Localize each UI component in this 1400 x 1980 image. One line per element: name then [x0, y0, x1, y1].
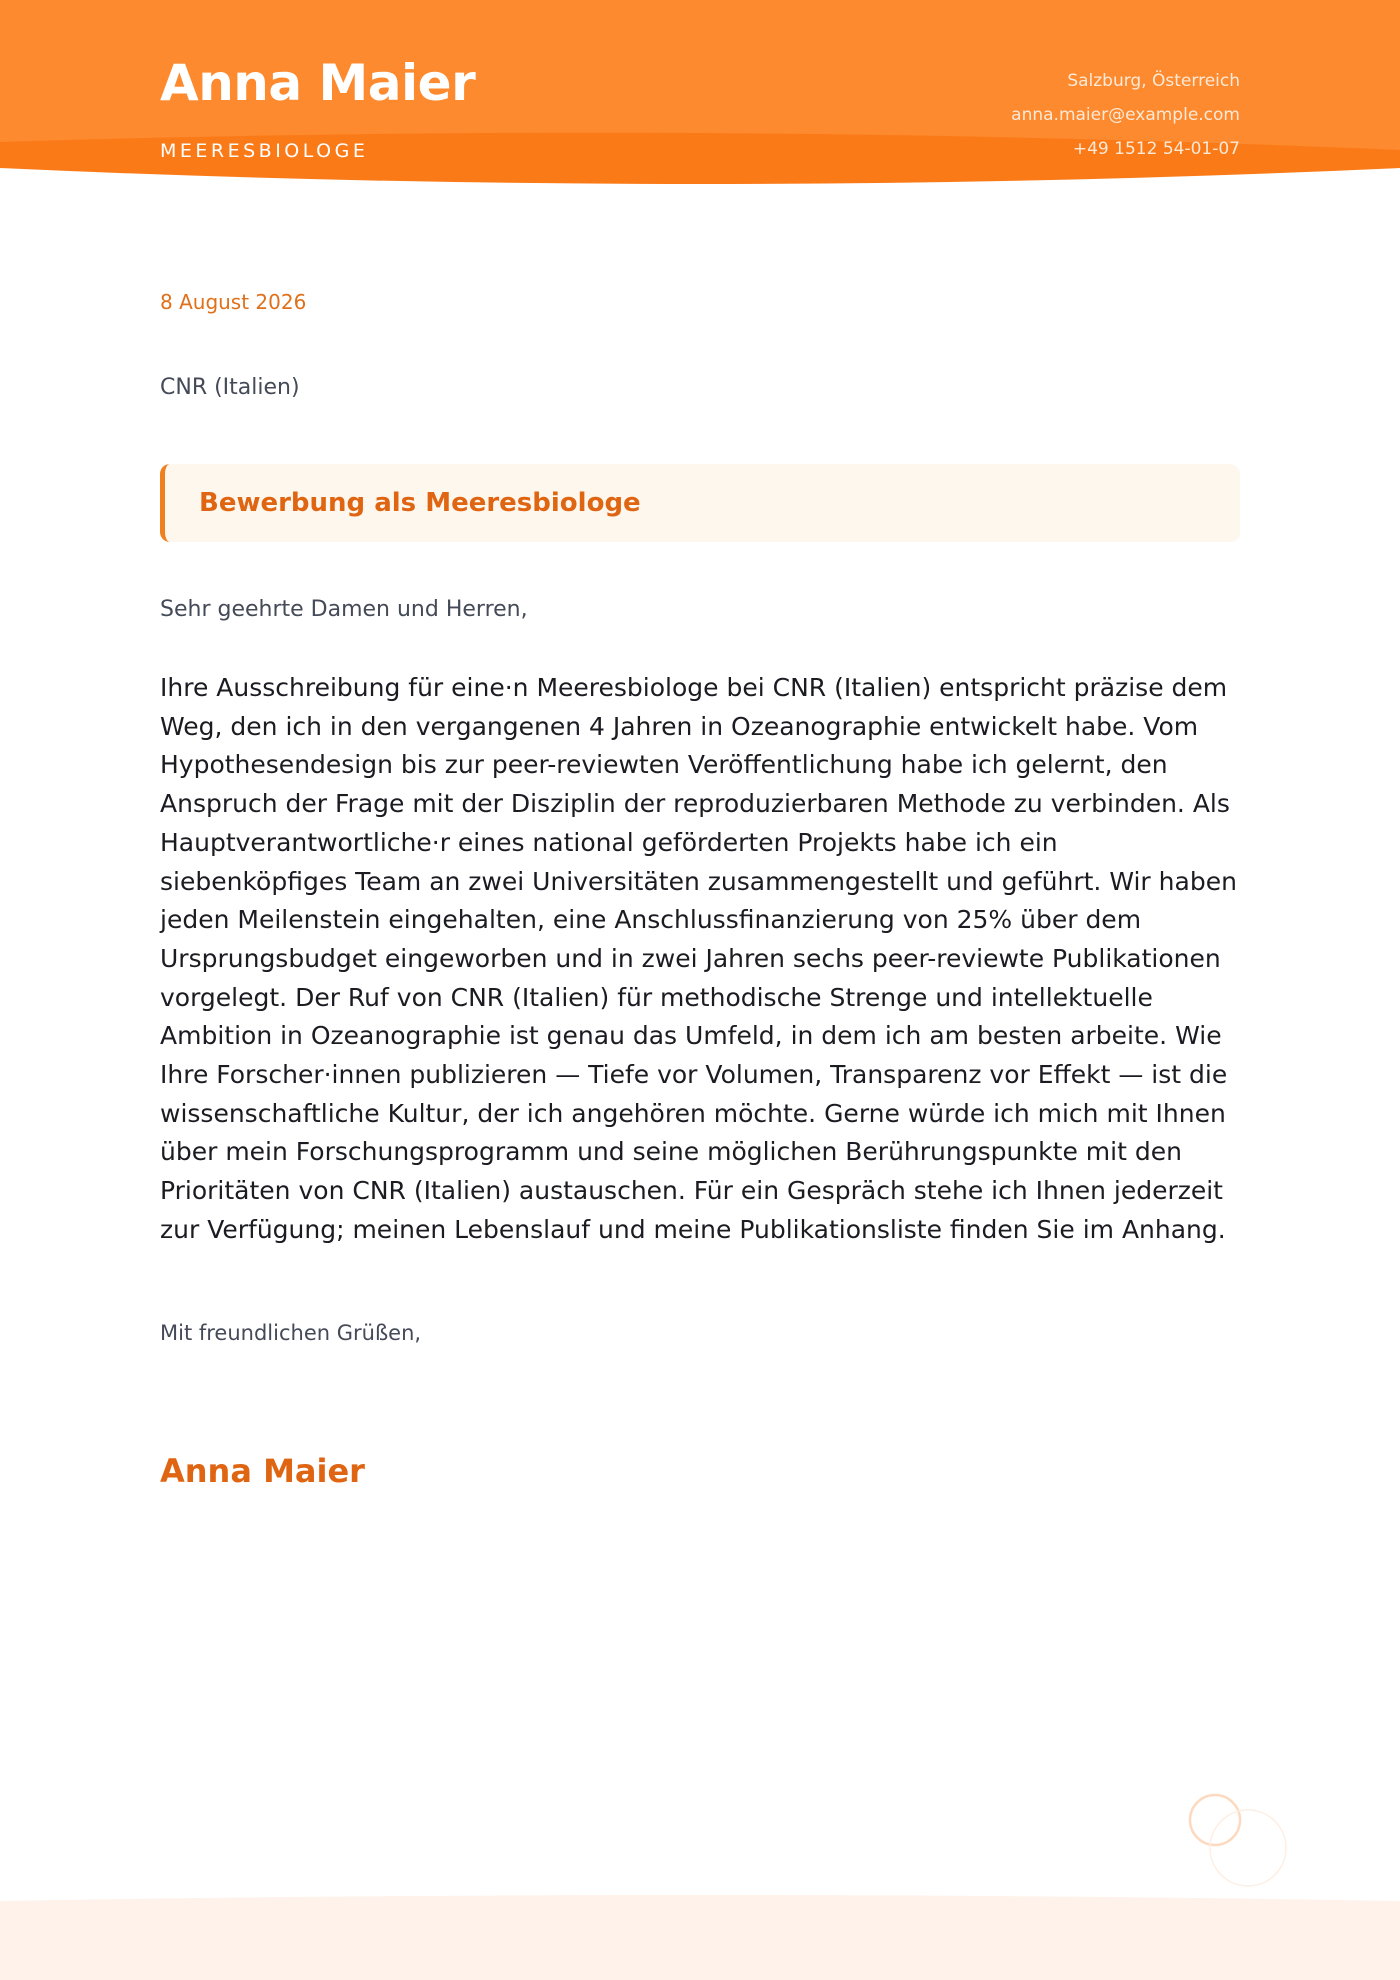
decorative-circles — [1180, 1785, 1300, 1895]
body-paragraph: Ihre Ausschreibung für eine·n Meeresbiologe bei CNR (Italien) entspricht präzise dem Weg, den ich in den vergangenen 4 Jahren in Ozeanographie entwickelt habe. Vom Hypothesendesign bis zur peer-reviewten Veröffentlichung habe ich gelernt, den Anspruch der Frage mit der Disziplin der reproduzierbaren Methode zu verbinden. Als Hauptverantwortliche·r eines national geförderten Projekts habe ich ein siebenköpfiges Team an zwei Universitäten zusammengestellt und geführt. Wir haben jeden Meilenstein eingehalten, eine Anschlussfinanzierung von 25% über dem Ursprungsbudget eingeworben und in zwei Jahren sechs peer-reviewte Publikationen vorgelegt. Der Ruf von CNR (Italien) für methodische Strenge und intellektuelle Ambition in Ozeanographie ist genau das Umfeld, in dem ich am besten arbeite. Wie Ihre Forscher·innen publizieren — Tiefe vor Volumen, Transparenz vor Effekt — ist die wissenschaftliche Kultur, der ich angehören möchte. Gerne würde ich mich mit Ihnen über mein Forschungsprogramm und seine möglichen Berührungspunkte mit den Prioritäten von CNR (Italien) austauschen. Für ein Gespräch stehe ich Ihnen jederzeit zur Verfügung; meinen Lebenslauf und meine Publikationsliste finden Sie im Anhang. — [160, 673, 1237, 1244]
sender-phone[interactable]: +49 1512 54-01-07 — [1072, 139, 1240, 159]
sender-location: Salzburg, Österreich — [1067, 71, 1240, 91]
letterhead — [0, 0, 1400, 190]
subject-box — [160, 464, 1240, 542]
subject-line: Bewerbung als Meeresbiologe — [199, 488, 641, 518]
letter-date: 8 August 2026 — [160, 290, 307, 314]
sender-email[interactable]: anna.maier@example.com — [1011, 105, 1240, 125]
closing: Mit freundlichen Grüßen, — [160, 1321, 422, 1345]
footer-band — [0, 1895, 1400, 1980]
sender-name: Anna Maier — [160, 54, 476, 112]
salutation: Sehr geehrte Damen und Herren, — [160, 597, 528, 622]
contact-block — [1011, 64, 1240, 166]
recipient: CNR (Italien) — [160, 375, 300, 400]
sender-role: MEERESBIOLOGE — [160, 140, 369, 162]
signature: Anna Maier — [160, 1452, 365, 1490]
